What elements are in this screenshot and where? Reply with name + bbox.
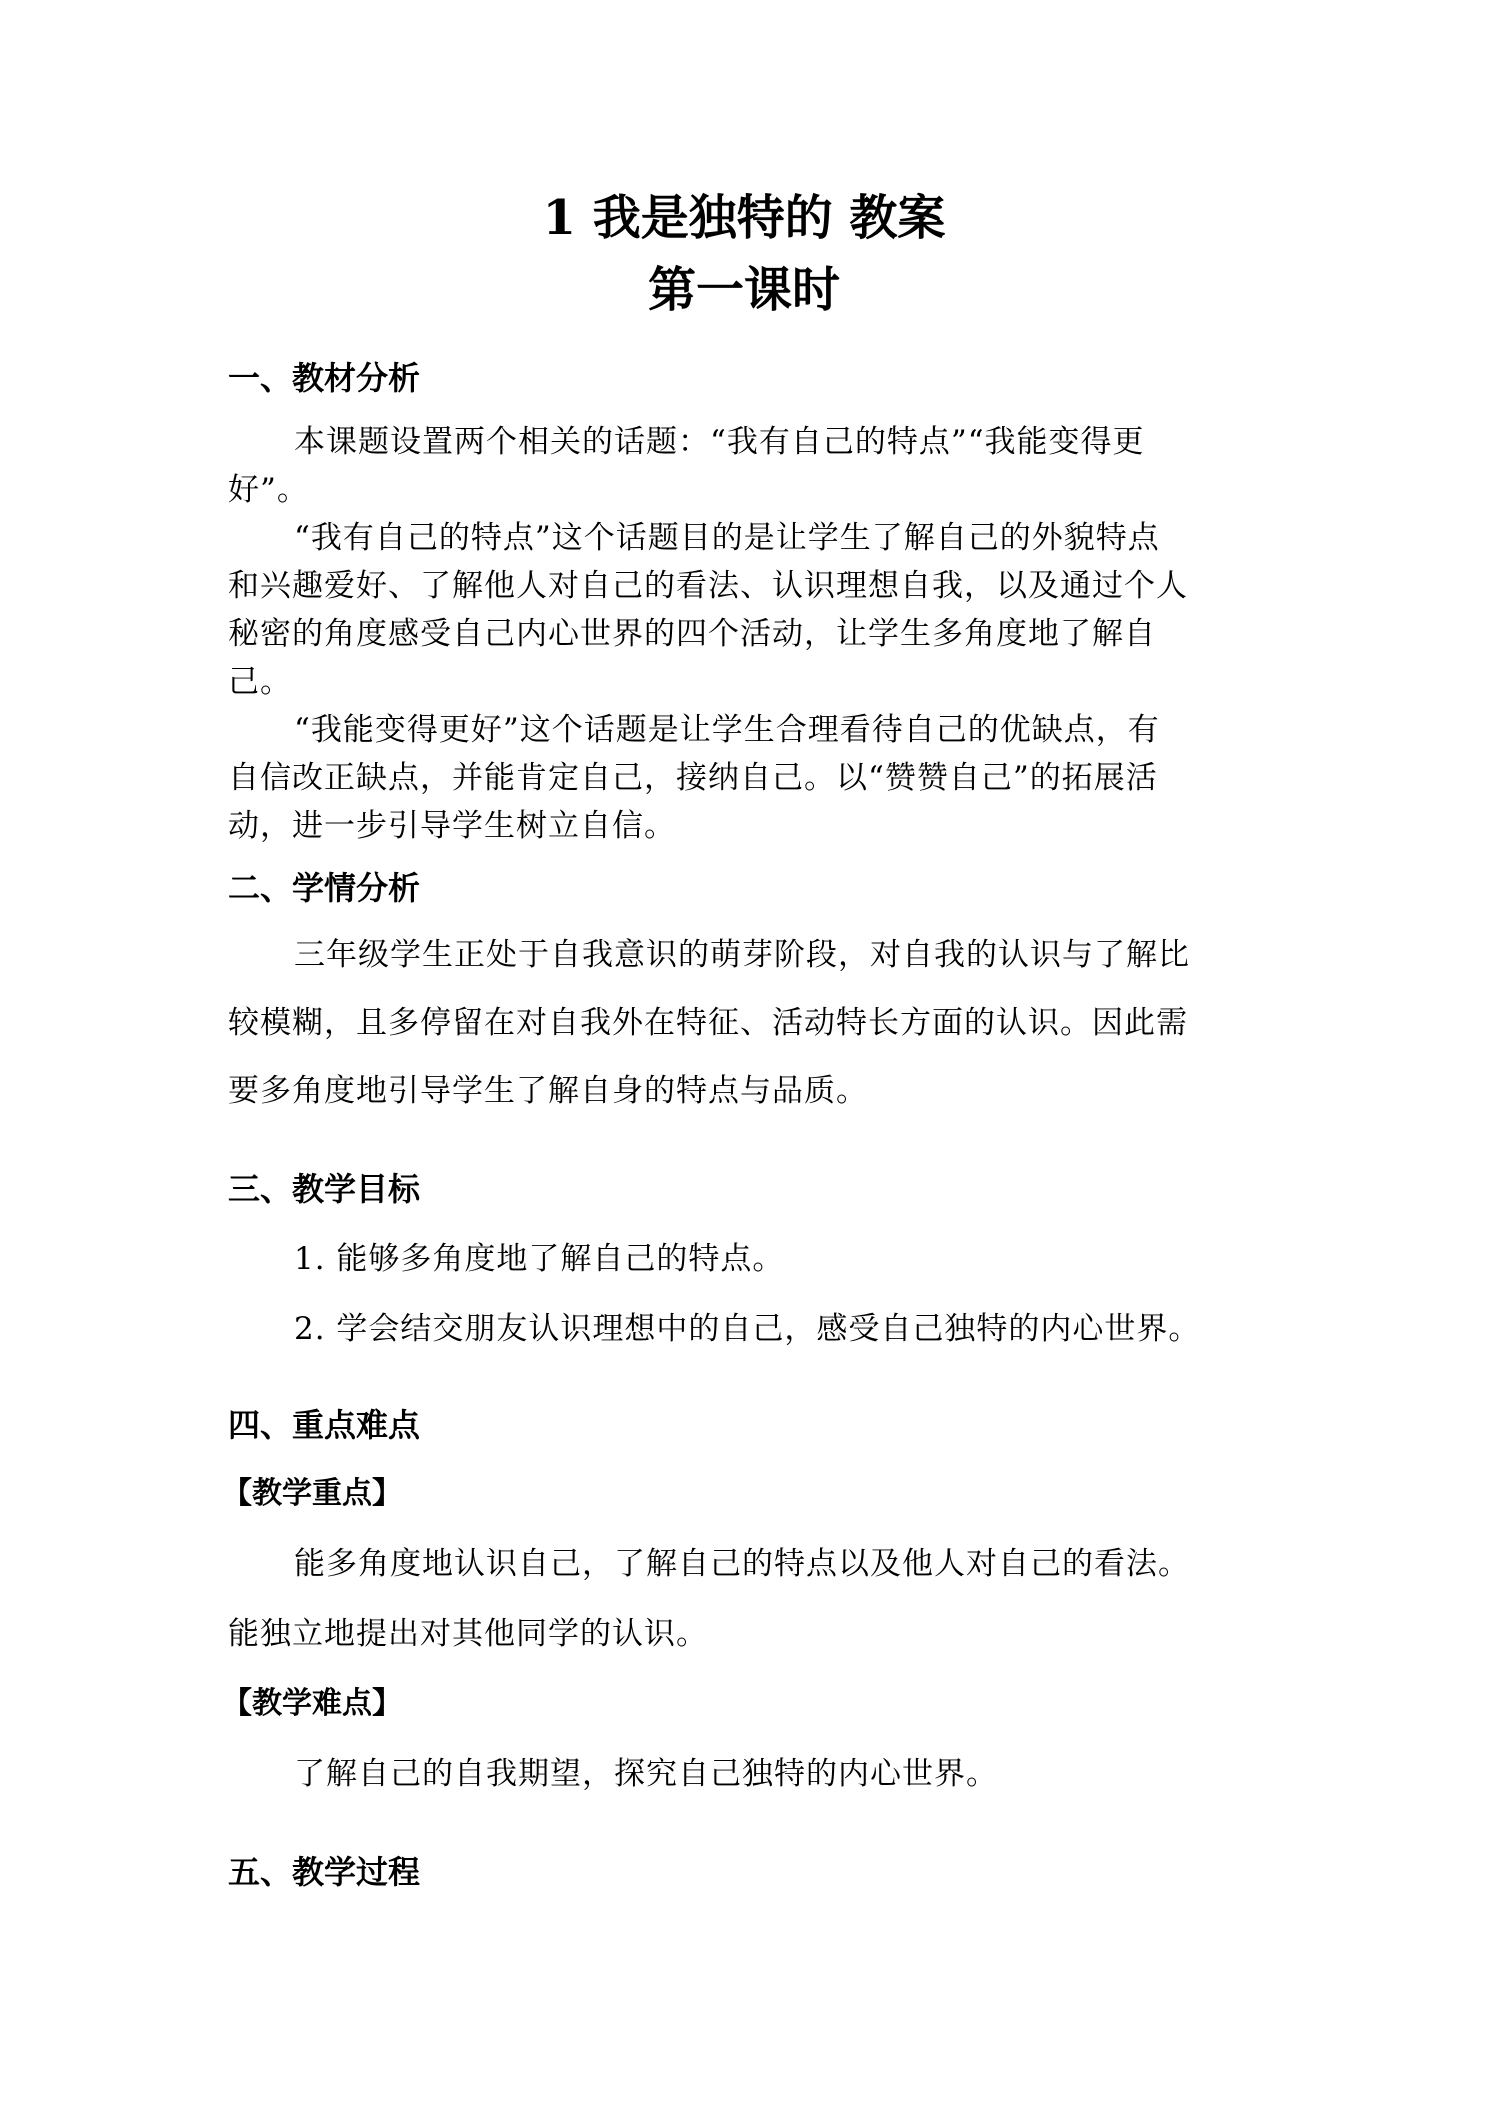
paragraph-line: “我有自己的特点”这个话题目的是让学生了解自己的外貌特点: [294, 520, 1160, 556]
goal-item: 2. 学会结交朋友认识理想中的自己，感受自己独特的内心世界。: [294, 1311, 1201, 1347]
paragraph-line: 本课题设置两个相关的话题：“我有自己的特点”“我能变得更: [294, 424, 1145, 460]
document-title: 1 我是独特的 教案: [542, 190, 946, 246]
paragraph-line: 和兴趣爱好、了解他人对自己的看法、认识理想自我，以及通过个人: [228, 568, 1188, 604]
section-heading-student-analysis: 二、学情分析: [228, 869, 421, 907]
paragraph-line: 较模糊，且多停留在对自我外在特征、活动特长方面的认识。因此需: [228, 1005, 1188, 1041]
paragraph-line: 能多角度地认识自己，了解自己的特点以及他人对自己的看法。: [294, 1546, 1190, 1582]
subheading-teaching-focus: 【教学重点】: [222, 1476, 402, 1511]
paragraph-line: 秘密的角度感受自己内心世界的四个活动，让学生多角度地了解自: [228, 616, 1156, 652]
paragraph-line: 动，进一步引导学生树立自信。: [228, 808, 676, 844]
section-heading-key-points: 四、重点难点: [228, 1406, 421, 1444]
paragraph-line: 了解自己的自我期望，探究自己独特的内心世界。: [294, 1756, 998, 1792]
paragraph-line: 好”。: [228, 472, 309, 508]
document-subtitle: 第一课时: [647, 262, 840, 318]
paragraph-line: 三年级学生正处于自我意识的萌芽阶段，对自我的认识与了解比: [294, 937, 1190, 973]
section-heading-teaching-process: 五、教学过程: [228, 1853, 421, 1891]
paragraph-line: 己。: [228, 664, 292, 700]
section-heading-teaching-goals: 三、教学目标: [228, 1170, 421, 1208]
paragraph-line: 自信改正缺点，并能肯定自己，接纳自己。以“赞赞自己”的拓展活: [228, 760, 1158, 796]
paragraph-line: 要多角度地引导学生了解自身的特点与品质。: [228, 1073, 868, 1109]
goal-item: 1. 能够多角度地了解自己的特点。: [294, 1241, 785, 1277]
paragraph-line: “我能变得更好”这个话题是让学生合理看待自己的优缺点，有: [294, 712, 1160, 748]
section-heading-textbook-analysis: 一、教材分析: [228, 359, 421, 397]
subheading-teaching-difficulty: 【教学难点】: [222, 1686, 402, 1721]
paragraph-line: 能独立地提出对其他同学的认识。: [228, 1616, 708, 1652]
